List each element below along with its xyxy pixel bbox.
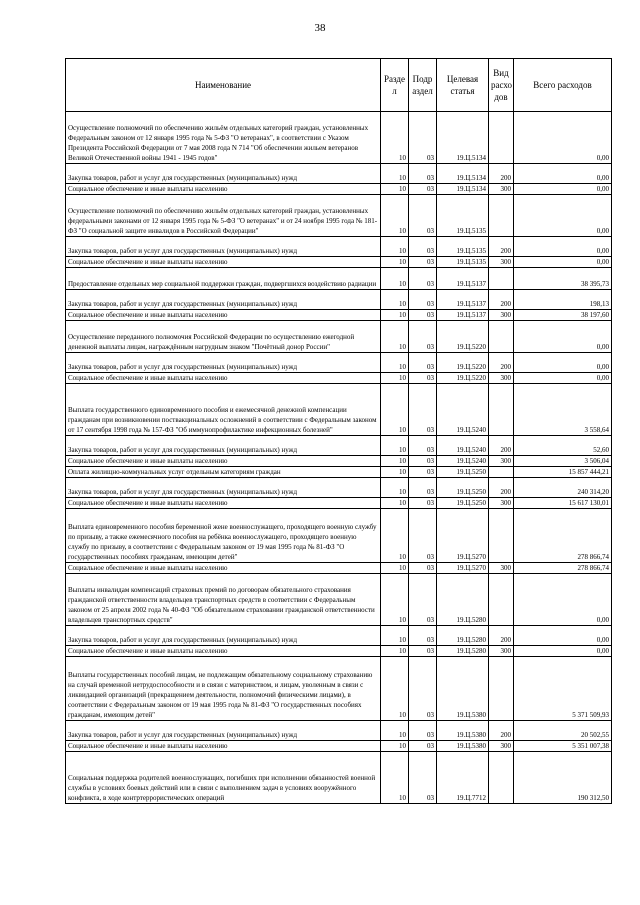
table-row: [66, 657, 612, 721]
row-section-cell: 10: [381, 257, 409, 268]
row-name-cell: Социальное обеспечение и иные выплаты населению: [66, 184, 381, 195]
row-section-cell: 10: [381, 498, 409, 509]
row-amount-cell: 52,60: [514, 436, 612, 456]
row-name-cell: Выплаты государственных пособий лицам, не подлежащим обязательному социальному страхованию на случай временной нетрудоспособности и в связи с материнством, и лицам, уволенным в связи с ликвидацией организаций (прекращением деятельности, полномочий физическими лицами), в соответствии с Федеральным законом от 19 мая 1995 года № 81-ФЗ "О государственных пособиях гражданам, имеющим детей": [66, 657, 381, 721]
row-type-cell: 200: [489, 353, 514, 373]
row-target-cell: 19.Ц.5137: [437, 268, 489, 290]
row-amount-cell: 0,00: [514, 353, 612, 373]
row-subsection-cell: 03: [409, 353, 437, 373]
row-amount-cell: 190 312,50: [514, 752, 612, 804]
row-type-cell: 300: [489, 498, 514, 509]
row-amount-cell: 3 558,64: [514, 384, 612, 436]
row-type-cell: [489, 321, 514, 353]
row-amount-cell: 0,00: [514, 321, 612, 353]
table-row: [66, 467, 612, 478]
row-name-cell: Закупка товаров, работ и услуг для государственных (муниципальных) нужд: [66, 290, 381, 310]
row-section-cell: 10: [381, 436, 409, 456]
row-name-cell: Закупка товаров, работ и услуг для государственных (муниципальных) нужд: [66, 478, 381, 498]
row-type-cell: 200: [489, 721, 514, 741]
row-subsection-cell: 03: [409, 721, 437, 741]
row-name-cell: Осуществление полномочий по обеспечению жильём отдельных категорий граждан, установленных федеральными законами от 12 января 1995 года № 5-ФЗ "О ветеранах" и от 24 ноября 1995 года № 181-ФЗ "О социальной защите инвалидов в Российской Федерации": [66, 195, 381, 237]
row-subsection-cell: 03: [409, 509, 437, 563]
row-target-cell: 19.Ц.5135: [437, 195, 489, 237]
row-amount-cell: 15 617 130,01: [514, 498, 612, 509]
row-section-cell: 10: [381, 237, 409, 257]
row-name-cell: Закупка товаров, работ и услуг для государственных (муниципальных) нужд: [66, 721, 381, 741]
table-row: [66, 721, 612, 741]
row-subsection-cell: 03: [409, 478, 437, 498]
row-section-cell: 10: [381, 467, 409, 478]
row-name-cell: Предоставление отдельных мер социальной поддержки граждан, подвергшихся воздействию радиации: [66, 268, 381, 290]
row-target-cell: 19.Ц.5380: [437, 657, 489, 721]
row-subsection-cell: 03: [409, 657, 437, 721]
row-name-cell: Осуществление переданного полномочия Российской Федерации по осуществлению ежегодной денежной выплаты лицам, награждённым нагрудным знаком "Почётный донор России": [66, 321, 381, 353]
table-row: [66, 646, 612, 657]
table-row: [66, 752, 612, 804]
row-amount-cell: 0,00: [514, 112, 612, 164]
row-section-cell: 10: [381, 195, 409, 237]
row-type-cell: 200: [489, 436, 514, 456]
row-target-cell: 19.Ц.5135: [437, 257, 489, 268]
row-section-cell: 10: [381, 657, 409, 721]
table-row: [66, 498, 612, 509]
row-section-cell: 10: [381, 626, 409, 646]
row-amount-cell: 0,00: [514, 164, 612, 184]
table-row: [66, 195, 612, 237]
row-amount-cell: 38 395,73: [514, 268, 612, 290]
row-section-cell: 10: [381, 646, 409, 657]
row-subsection-cell: 03: [409, 563, 437, 574]
row-amount-cell: 5 371 509,93: [514, 657, 612, 721]
row-subsection-cell: 03: [409, 373, 437, 384]
table-row: [66, 321, 612, 353]
row-name-cell: Выплата единовременного пособия беременной жене военнослужащего, проходящего военную службу по призыву, а также ежемесячного пособия на ребёнка военнослужащего, проходящего военную службу по призыву, в соответствии с Федеральным законом от 19 мая 1995 года № 81-ФЗ "О государственных пособиях гражданам, имеющим детей": [66, 509, 381, 563]
row-section-cell: 10: [381, 353, 409, 373]
row-section-cell: 10: [381, 321, 409, 353]
row-target-cell: 19.Ц.5220: [437, 373, 489, 384]
row-type-cell: 300: [489, 373, 514, 384]
row-amount-cell: 0,00: [514, 257, 612, 268]
row-subsection-cell: 03: [409, 290, 437, 310]
row-subsection-cell: 03: [409, 112, 437, 164]
row-name-cell: Социальное обеспечение и иные выплаты населению: [66, 373, 381, 384]
row-amount-cell: 5 351 007,38: [514, 741, 612, 752]
row-subsection-cell: 03: [409, 184, 437, 195]
table-row: [66, 237, 612, 257]
table-row: [66, 478, 612, 498]
row-subsection-cell: 03: [409, 310, 437, 321]
table-row: [66, 384, 612, 436]
header-section: Разде л: [381, 59, 409, 112]
row-target-cell: 19.Ц.5280: [437, 574, 489, 626]
row-subsection-cell: 03: [409, 321, 437, 353]
row-type-cell: 300: [489, 310, 514, 321]
row-subsection-cell: 03: [409, 268, 437, 290]
row-name-cell: Социальное обеспечение и иные выплаты населению: [66, 646, 381, 657]
row-amount-cell: 278 866,74: [514, 563, 612, 574]
row-target-cell: 19.Ц.5250: [437, 498, 489, 509]
row-type-cell: 200: [489, 290, 514, 310]
row-target-cell: 19.Ц.5380: [437, 741, 489, 752]
row-name-cell: Закупка товаров, работ и услуг для государственных (муниципальных) нужд: [66, 237, 381, 257]
row-subsection-cell: 03: [409, 436, 437, 456]
row-section-cell: 10: [381, 574, 409, 626]
row-section-cell: 10: [381, 184, 409, 195]
row-type-cell: [489, 112, 514, 164]
row-target-cell: 19.Ц.5250: [437, 467, 489, 478]
row-type-cell: [489, 384, 514, 436]
row-target-cell: 19.Ц.5134: [437, 184, 489, 195]
table-row: [66, 268, 612, 290]
row-subsection-cell: 03: [409, 164, 437, 184]
row-name-cell: Закупка товаров, работ и услуг для государственных (муниципальных) нужд: [66, 353, 381, 373]
row-type-cell: 200: [489, 478, 514, 498]
row-amount-cell: 38 197,60: [514, 310, 612, 321]
row-subsection-cell: 03: [409, 646, 437, 657]
table-row: [66, 310, 612, 321]
row-type-cell: 200: [489, 237, 514, 257]
row-section-cell: 10: [381, 290, 409, 310]
row-amount-cell: 0,00: [514, 646, 612, 657]
row-name-cell: Закупка товаров, работ и услуг для государственных (муниципальных) нужд: [66, 164, 381, 184]
row-subsection-cell: 03: [409, 237, 437, 257]
row-name-cell: Закупка товаров, работ и услуг для государственных (муниципальных) нужд: [66, 626, 381, 646]
header-total: Всего расходов: [514, 59, 612, 112]
row-subsection-cell: 03: [409, 195, 437, 237]
row-target-cell: 19.Ц.5270: [437, 509, 489, 563]
row-target-cell: 19.Ц.5220: [437, 321, 489, 353]
row-subsection-cell: 03: [409, 752, 437, 804]
row-target-cell: 19.Ц.5380: [437, 721, 489, 741]
page-number: 38: [314, 22, 326, 34]
row-type-cell: 200: [489, 164, 514, 184]
row-amount-cell: 15 857 444,21: [514, 467, 612, 478]
row-amount-cell: 0,00: [514, 195, 612, 237]
table-row: [66, 353, 612, 373]
row-section-cell: 10: [381, 373, 409, 384]
row-subsection-cell: 03: [409, 741, 437, 752]
row-name-cell: Оплата жилищно-коммунальных услуг отдельным категориям граждан: [66, 467, 381, 478]
row-section-cell: 10: [381, 478, 409, 498]
row-amount-cell: 0,00: [514, 373, 612, 384]
table-row: [66, 290, 612, 310]
row-amount-cell: 278 866,74: [514, 509, 612, 563]
row-amount-cell: 0,00: [514, 184, 612, 195]
row-subsection-cell: 03: [409, 456, 437, 467]
row-amount-cell: 20 502,55: [514, 721, 612, 741]
row-target-cell: 19.Ц.5280: [437, 646, 489, 657]
row-target-cell: 19.Ц.5137: [437, 310, 489, 321]
row-amount-cell: 0,00: [514, 237, 612, 257]
row-name-cell: Выплаты инвалидам компенсаций страховых премий по договорам обязательного страхования гражданской ответственности владельцев транспортных средств в соответствии с Федеральным законом от 25 апреля 2002 года № 40-ФЗ "Об обязательном страховании гражданской ответственности владельцев транспортных средств": [66, 574, 381, 626]
header-target: Целевая статья: [437, 59, 489, 112]
table-row: [66, 574, 612, 626]
row-section-cell: 10: [381, 268, 409, 290]
row-name-cell: Социальное обеспечение и иные выплаты населению: [66, 257, 381, 268]
row-target-cell: 19.Ц.5240: [437, 436, 489, 456]
row-name-cell: Социальное обеспечение и иные выплаты населению: [66, 563, 381, 574]
row-amount-cell: 0,00: [514, 574, 612, 626]
row-section-cell: 10: [381, 509, 409, 563]
row-target-cell: 19.Ц.5137: [437, 290, 489, 310]
row-section-cell: 10: [381, 112, 409, 164]
table-row: [66, 563, 612, 574]
row-target-cell: 19.Ц.5270: [437, 563, 489, 574]
row-type-cell: [489, 657, 514, 721]
row-type-cell: 300: [489, 563, 514, 574]
row-section-cell: 10: [381, 310, 409, 321]
row-name-cell: Осуществление полномочий по обеспечению жильём отдельных категорий граждан, установленных Федеральным законом от 12 января 1995 года № 5-ФЗ "О ветеранах", в соответствии с Указом Президента Российской Федерации от 7 мая 2008 года N 714 "Об обеспечении жильем ветеранов Великой Отечественной войны 1941 - 1945 годов": [66, 112, 381, 164]
row-type-cell: 300: [489, 257, 514, 268]
row-subsection-cell: 03: [409, 626, 437, 646]
row-type-cell: [489, 268, 514, 290]
row-section-cell: 10: [381, 563, 409, 574]
table-row: [66, 456, 612, 467]
row-type-cell: [489, 467, 514, 478]
row-target-cell: 19.Ц.5250: [437, 478, 489, 498]
row-amount-cell: 198,13: [514, 290, 612, 310]
row-type-cell: [489, 195, 514, 237]
table-row: [66, 436, 612, 456]
row-type-cell: 200: [489, 626, 514, 646]
row-name-cell: Закупка товаров, работ и услуг для государственных (муниципальных) нужд: [66, 436, 381, 456]
header-subsection: Подр аздел: [409, 59, 437, 112]
row-type-cell: [489, 752, 514, 804]
table-row: [66, 373, 612, 384]
table-row: [66, 509, 612, 563]
row-subsection-cell: 03: [409, 574, 437, 626]
row-section-cell: 10: [381, 456, 409, 467]
row-target-cell: 19.Ц.5134: [437, 112, 489, 164]
row-type-cell: 300: [489, 741, 514, 752]
row-section-cell: 10: [381, 164, 409, 184]
row-amount-cell: 240 314,20: [514, 478, 612, 498]
row-target-cell: 19.Ц.7712: [437, 752, 489, 804]
row-target-cell: 19.Ц.5280: [437, 626, 489, 646]
row-subsection-cell: 03: [409, 498, 437, 509]
row-subsection-cell: 03: [409, 467, 437, 478]
row-target-cell: 19.Ц.5220: [437, 353, 489, 373]
row-name-cell: Социальное обеспечение и иные выплаты населению: [66, 741, 381, 752]
row-section-cell: 10: [381, 752, 409, 804]
budget-table: [65, 58, 612, 804]
row-target-cell: 19.Ц.5134: [437, 164, 489, 184]
table-row: [66, 164, 612, 184]
row-target-cell: 19.Ц.5135: [437, 237, 489, 257]
row-subsection-cell: 03: [409, 384, 437, 436]
table-row: [66, 257, 612, 268]
table-row: [66, 741, 612, 752]
header-name: Наименование: [66, 59, 381, 112]
header-type: Вид расхо дов: [489, 59, 514, 112]
row-target-cell: 19.Ц.5240: [437, 456, 489, 467]
row-target-cell: 19.Ц.5240: [437, 384, 489, 436]
row-name-cell: Социальное обеспечение и иные выплаты населению: [66, 498, 381, 509]
row-type-cell: [489, 509, 514, 563]
row-section-cell: 10: [381, 741, 409, 752]
table-row: [66, 112, 612, 164]
row-name-cell: Социальное обеспечение и иные выплаты населению: [66, 310, 381, 321]
row-name-cell: Социальное обеспечение и иные выплаты населению: [66, 456, 381, 467]
row-type-cell: 300: [489, 456, 514, 467]
row-name-cell: Выплата государственного единовременного пособия и ежемесячной денежной компенсации гражданам при возникновении поствакцинальных осложнений в соответствии с Федеральным законом от 17 сентября 1998 года № 157-ФЗ "Об иммунопрофилактике инфекционных болезней": [66, 384, 381, 436]
row-name-cell: Социальная поддержка родителей военнослужащих, погибших при исполнении обязанностей военной службы в условиях боевых действий или в связи с выполнением задач в условиях вооружённого конфликта, в ходе контртеррористических операций: [66, 752, 381, 804]
row-type-cell: [489, 574, 514, 626]
row-type-cell: 300: [489, 184, 514, 195]
row-section-cell: 10: [381, 721, 409, 741]
row-section-cell: 10: [381, 384, 409, 436]
row-subsection-cell: 03: [409, 257, 437, 268]
row-amount-cell: 0,00: [514, 626, 612, 646]
row-type-cell: 300: [489, 646, 514, 657]
row-amount-cell: 3 506,04: [514, 456, 612, 467]
table-row: [66, 184, 612, 195]
table-header-row: [66, 59, 612, 112]
table-body: [66, 112, 612, 804]
table-row: [66, 626, 612, 646]
